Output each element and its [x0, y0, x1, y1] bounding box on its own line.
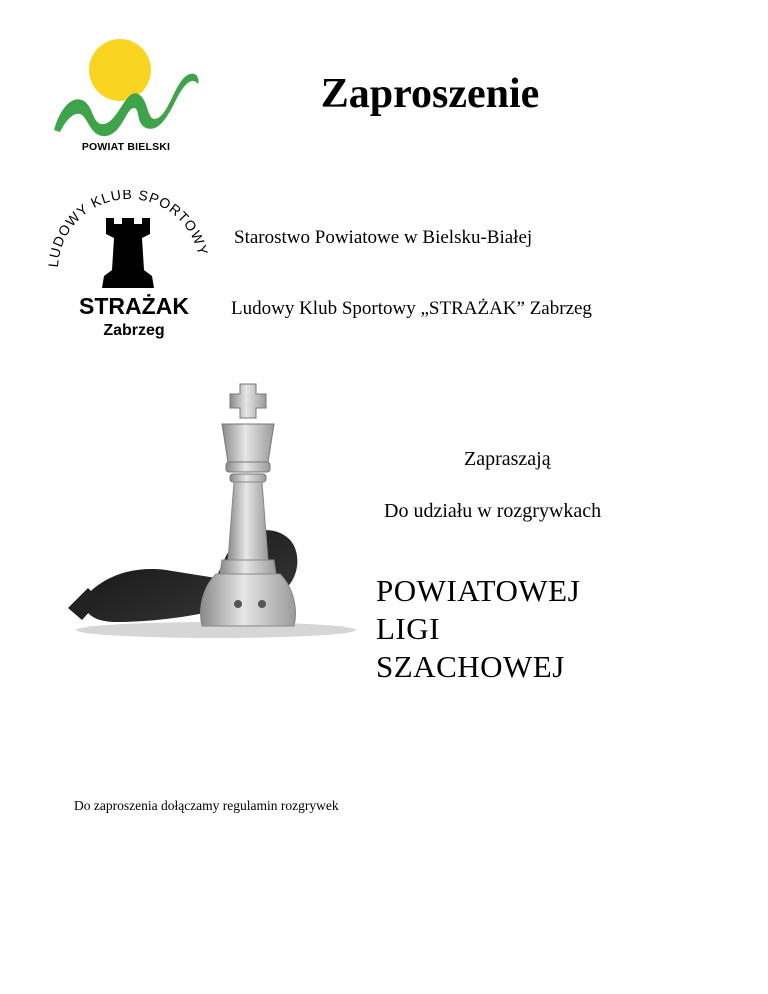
klub-name: STRAŻAK: [79, 293, 189, 319]
league-name: [376, 572, 580, 686]
invite-verb: Zapraszają: [464, 448, 551, 470]
klub-emblem: [44, 190, 212, 300]
league-line-3: SZACHOWEJ: [376, 649, 565, 684]
league-line-1: POWIATOWEJ: [376, 573, 581, 608]
klub-town: Zabrzeg: [103, 322, 165, 339]
footer-note: Do zaproszenia dołączamy regulamin rozgrywek: [74, 798, 339, 813]
klub-arc-text: LUDOWY KLUB SPORTOWY: [44, 190, 212, 268]
chess-kings-image: [66, 378, 366, 640]
sun-wave-icon: [46, 38, 206, 143]
powiat-caption: POWIAT BIELSKI: [81, 141, 171, 153]
white-king-piece: [201, 384, 296, 626]
powiat-bielski-logo: [46, 38, 206, 163]
page-title: Zaproszenie: [320, 71, 540, 117]
organizer-starostwo: Starostwo Powiatowe w Bielsku-Białej: [234, 227, 533, 248]
chess-rook-icon: [102, 218, 154, 288]
invite-line: Do udziału w rozgrywkach: [384, 500, 602, 522]
klub-strazak-logo: [44, 190, 212, 350]
league-line-2: LIGI: [376, 611, 440, 646]
organizer-klub: Ludowy Klub Sportowy „STRAŻAK” Zabrzeg: [231, 298, 592, 319]
